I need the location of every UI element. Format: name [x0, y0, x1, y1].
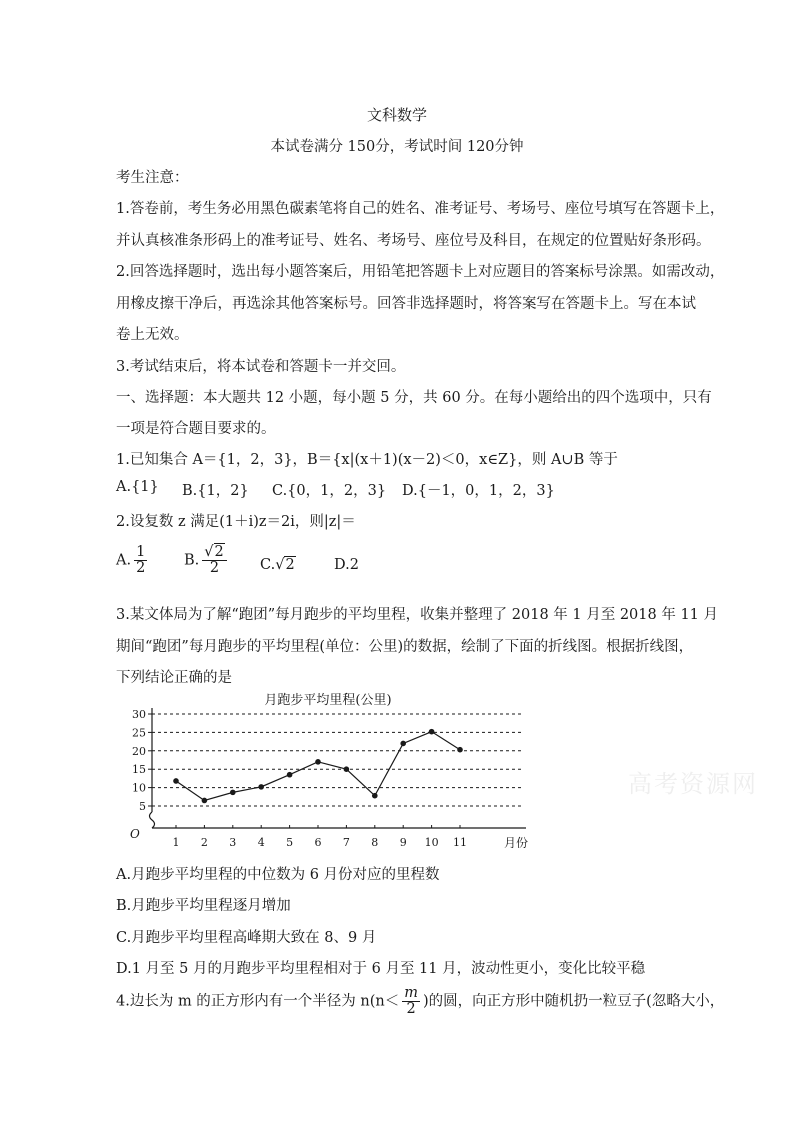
q2-option-c: [260, 557, 296, 573]
q1-option-a: A.{1}: [116, 479, 159, 495]
series-line: [176, 732, 460, 801]
y-tick-label: 25: [132, 726, 146, 740]
x-axis-label: 月份: [503, 836, 529, 850]
data-point: [400, 741, 406, 747]
y-tick-label: 30: [132, 708, 146, 721]
watermark: 高考资源网: [628, 770, 758, 798]
sqrt: √2: [204, 544, 224, 560]
y-tick-label: 10: [132, 781, 146, 795]
data-point: [258, 784, 264, 790]
fraction-denominator: 2: [209, 560, 220, 577]
x-tick-label: 10: [424, 836, 439, 849]
data-point: [344, 766, 350, 772]
q1-option-c: C.{0，1，2，3}: [272, 483, 387, 499]
q1-stem: 1.已知集合 A＝{1，2，3}，B＝{x|(x＋1)(x－2)＜0，x∈Z}，则 A∪B 等于: [116, 452, 618, 468]
x-tick-label: 8: [371, 836, 379, 849]
q2-option-d: D.2: [334, 557, 359, 573]
q1-option-b: B.{1，2}: [182, 483, 249, 499]
notice-line: 并认真核准条形码上的准考证号、姓名、考场号、座位号及科目，在规定的位置贴好条形码。: [116, 233, 711, 249]
notice-line: 卷上无效。: [116, 327, 189, 343]
q3-option-b: B.月跑步平均里程逐月增加: [116, 898, 291, 914]
q3-stem: 期间“跑团”每月跑步的平均里程(单位：公里)的数据，绘制了下面的折线图。根据折线图，: [116, 639, 694, 655]
fraction-denominator: 2: [136, 560, 146, 577]
x-tick-label: 2: [200, 836, 208, 849]
data-point: [457, 747, 463, 753]
data-point: [429, 729, 435, 735]
x-tick-label: 11: [453, 836, 467, 849]
data-point: [173, 778, 179, 784]
fraction-numerator: 1: [136, 544, 146, 560]
y-tick-label: 5: [139, 800, 146, 813]
origin-label: O: [130, 827, 140, 841]
q1-option-d: D.{－1，0，1，2，3}: [402, 483, 555, 499]
fraction-denominator: 2: [406, 1001, 416, 1018]
data-point: [315, 759, 321, 765]
chart-svg: [116, 690, 536, 850]
notice-heading: 考生注意：: [116, 170, 189, 186]
exam-title: 文科数学: [366, 106, 427, 124]
notice-line: 1.答卷前，考生务必用黑色碳素笔将自己的姓名、准考证号、考场号、座位号填写在答题卡上，: [116, 201, 725, 217]
y-tick-label: 15: [132, 763, 146, 777]
section-heading: 一、选择题：本大题共 12 小题，每小题 5 分，共 60 分。在每小题给出的四个选项中，只有: [116, 390, 712, 406]
fraction: [402, 986, 420, 1017]
q4-stem-pre: 4.边长为 m 的正方形内有一个半径为 n(n＜: [116, 993, 400, 1010]
q2-stem: 2.设复数 z 满足(1＋i)z＝2i，则|z|＝: [116, 514, 356, 530]
x-tick-label: 9: [399, 836, 407, 849]
q2-option-a-label: A.: [116, 552, 132, 569]
x-tick-label: 5: [286, 836, 294, 849]
axis-break: [150, 812, 155, 828]
fraction-numerator: m: [404, 985, 418, 1001]
q3-option-c: C.月跑步平均里程高峰期大致在 8、9 月: [116, 930, 377, 946]
fraction-numerator: [202, 545, 226, 561]
q2-option-b: [184, 545, 230, 576]
q3-stem: 下列结论正确的是: [116, 670, 232, 686]
q2-option-b-label: B.: [184, 552, 200, 569]
q4-stem-post: )的圆，向正方形中随机扔一粒豆子(忽略大小，: [423, 993, 725, 1010]
line-chart: [116, 690, 536, 850]
data-point: [372, 793, 378, 799]
x-tick-label: 7: [342, 836, 350, 849]
data-point: [202, 798, 208, 804]
x-tick-label: 1: [172, 836, 180, 849]
q4-stem: [116, 986, 724, 1017]
x-tick-label: 6: [314, 836, 322, 849]
notice-line: 3.考试结束后，将本试卷和答题卡一并交回。: [116, 359, 406, 375]
notice-line: 用橡皮擦干净后，再选涂其他答案标号。回答非选择题时，将答案写在答题卡上。写在本试: [116, 296, 696, 312]
notice-line: 2.回答选择题时，选出每小题答案后，用铅笔把答题卡上对应题目的答案标号涂黑。如需改动，: [116, 264, 725, 280]
x-tick-label: 4: [257, 836, 265, 849]
q3-option-a: A.月跑步平均里程的中位数为 6 月份对应的里程数: [116, 867, 440, 883]
sqrt: √2: [275, 557, 295, 573]
fraction: [134, 545, 147, 576]
chart-title: 月跑步平均里程(公里): [264, 693, 392, 708]
q2-option-c-label: C.: [260, 557, 276, 573]
x-tick-label: 3: [229, 836, 237, 849]
q3-option-d: D.1 月至 5 月的月跑步平均里程相对于 6 月至 11 月，波动性更小，变化比较平稳: [116, 961, 646, 977]
q3-stem: 3.某文体局为了解“跑团”每月跑步的平均里程，收集并整理了 2018 年 1 月至 2018 年 11 月: [116, 607, 719, 623]
fraction: [202, 545, 226, 576]
y-tick-label: 20: [132, 744, 146, 758]
section-heading: 一项是符合题目要求的。: [116, 421, 276, 437]
exam-subtitle: 本试卷满分 150分，考试时间 120分钟: [270, 139, 524, 155]
data-point: [287, 772, 293, 778]
data-point: [230, 790, 236, 796]
q2-option-a: [116, 545, 150, 576]
